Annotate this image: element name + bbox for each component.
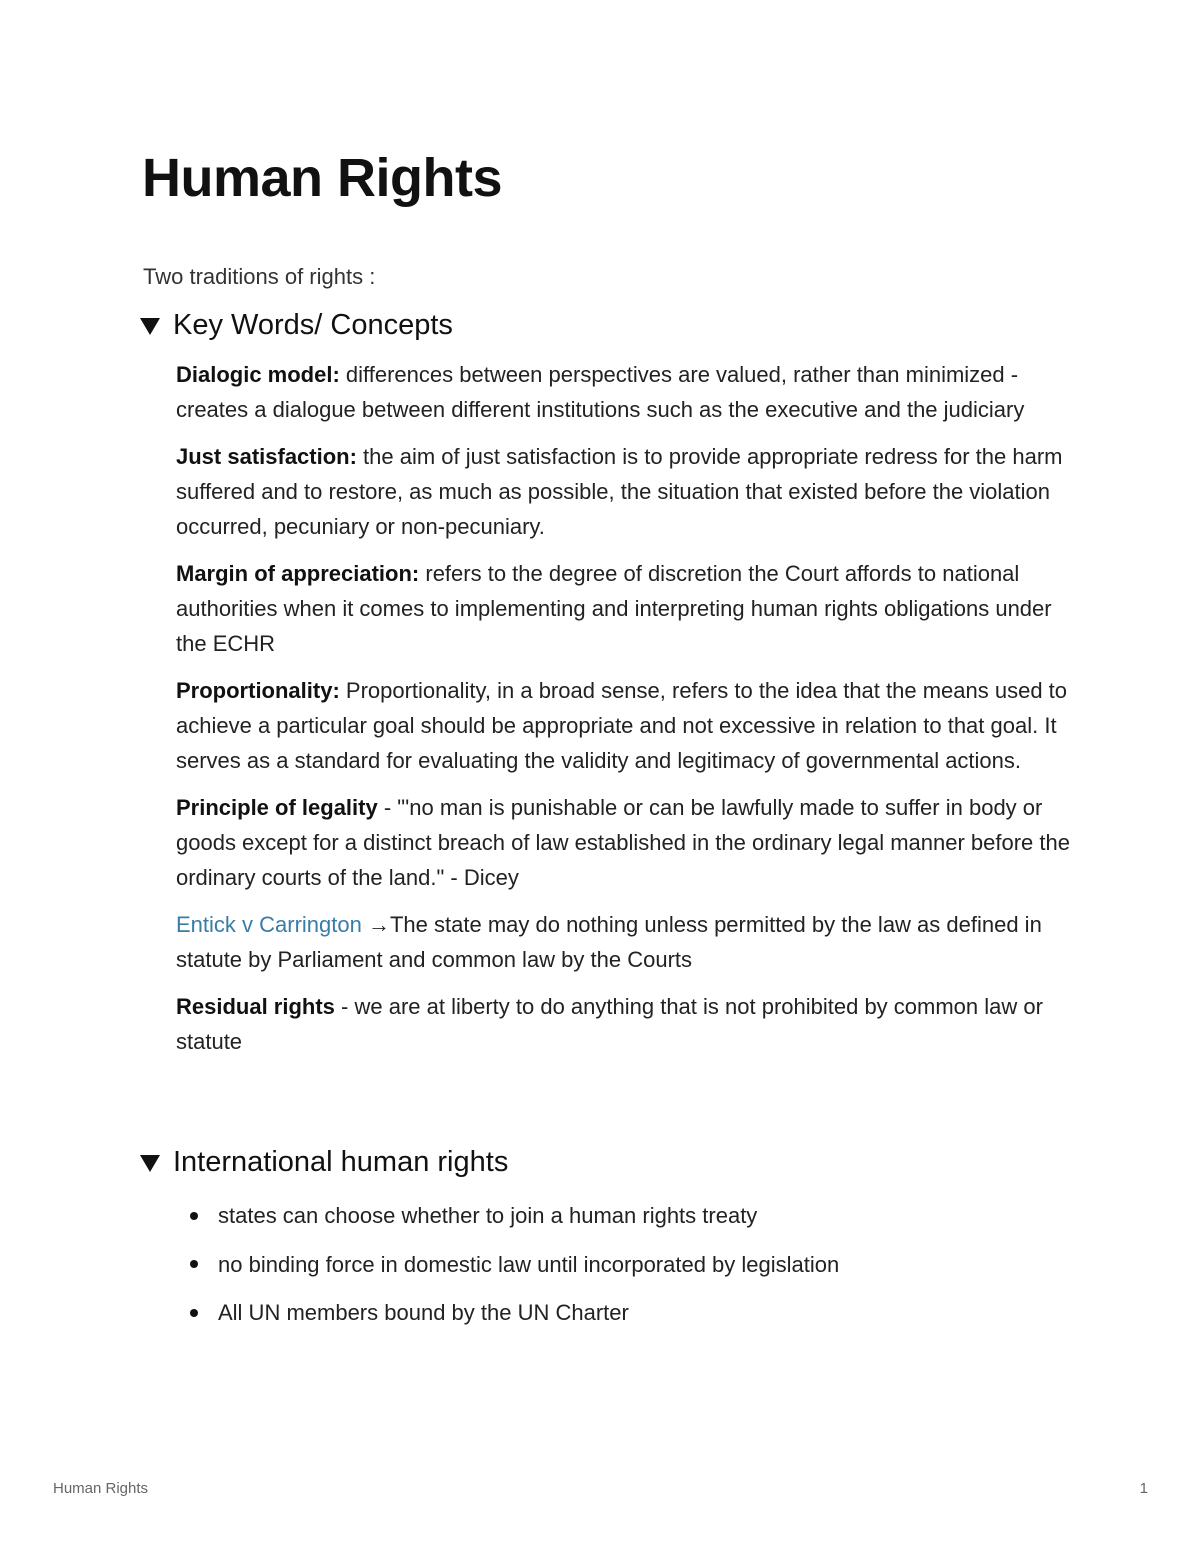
definition-item (176, 790, 1076, 895)
definition-term: Dialogic model: (176, 362, 340, 387)
definition-text: the aim of just satisfaction is to provide appropriate redress for the harm suffered and to restore, as much as possible, the situation that existed before the violation occurred, pecuniary or non-pecuniary. (176, 444, 1063, 539)
definition-item (176, 439, 1076, 544)
arrow-right-icon: → (361, 912, 390, 937)
definitions-list (176, 357, 1076, 1071)
list-item-text: no binding force in domestic law until incorporated by legislation (218, 1251, 840, 1277)
definition-term: Just satisfaction: (176, 444, 357, 469)
toggle-key-words[interactable] (140, 305, 453, 345)
intro-text: Two traditions of rights : (143, 264, 376, 289)
section-heading-key-words: Key Words/ Concepts (173, 309, 453, 341)
definition-text: - "'no man is punishable or can be lawfully made to suffer in body or goods except for a distinct breach of law established in the ordinary legal manner before the ordinary courts of the land." - Dicey (176, 795, 1070, 890)
case-link-entick-v-carrington[interactable]: Entick v Carrington (176, 912, 362, 937)
list-item (176, 1247, 839, 1282)
international-bullet-list (176, 1198, 839, 1344)
triangle-down-icon[interactable] (140, 1155, 160, 1172)
definition-text: refers to the degree of discretion the Court affords to national authorities when it comes to implementing and interpreting human rights obligations under the ECHR (176, 561, 1052, 656)
definition-term: Margin of appreciation: (176, 561, 420, 586)
section-heading-international: International human rights (173, 1146, 509, 1178)
definition-item (176, 556, 1076, 661)
definition-item (176, 673, 1076, 778)
definition-term: Proportionality: (176, 678, 340, 703)
definition-text: Proportionality, in a broad sense, refers to the idea that the means used to achieve a particular goal should be appropriate and not excessive in relation to that goal. It serves as a standard for evaluating the validity and legitimacy of governmental actions. (176, 678, 1068, 773)
bullet-icon (190, 1309, 198, 1317)
bullet-icon (190, 1260, 198, 1268)
footer-document-name: Human Rights (53, 1480, 149, 1497)
list-item (176, 1295, 839, 1330)
page-title: Human Rights (142, 148, 503, 208)
toggle-international-human-rights[interactable] (140, 1142, 508, 1182)
list-item-text: All UN members bound by the UN Charter (218, 1300, 629, 1325)
definition-term: Principle of legality (176, 795, 378, 820)
case-item (176, 907, 1076, 977)
footer-page-number: 1 (1139, 1480, 1148, 1497)
list-item-text: states can choose whether to join a human rights treaty (218, 1203, 758, 1228)
bullet-icon (190, 1212, 198, 1220)
definition-term: Residual rights (176, 994, 335, 1019)
definition-text: differences between perspectives are valued, rather than minimized - creates a dialogue between different institutions such as the executive and the judiciary (176, 362, 1025, 422)
definition-item (176, 989, 1076, 1059)
list-item (176, 1198, 839, 1233)
triangle-down-icon[interactable] (140, 318, 160, 335)
case-text: The state may do nothing unless permitted by the law as defined in statute by Parliament and common law by the Courts (176, 912, 1042, 972)
definition-text: - we are at liberty to do anything that is not prohibited by common law or statute (176, 994, 1043, 1054)
definition-item (176, 357, 1076, 427)
